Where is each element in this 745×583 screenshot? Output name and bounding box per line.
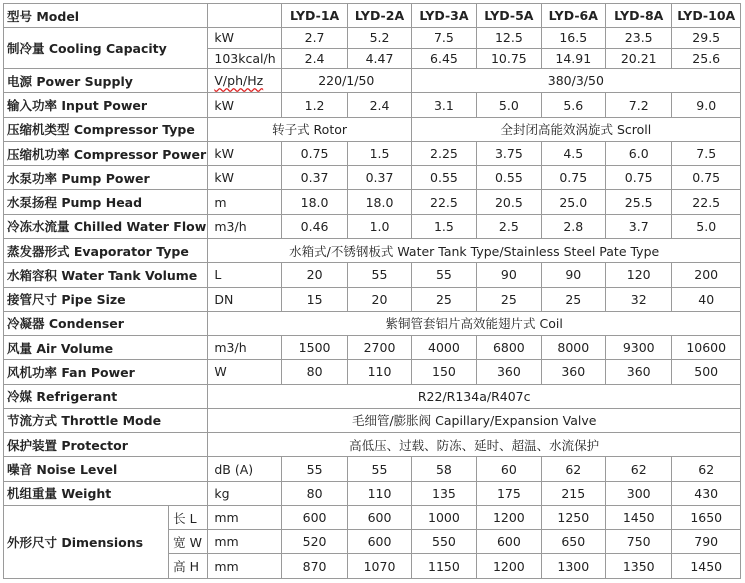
unit-cell: dB (A) — [208, 457, 281, 481]
value-cell: 水箱式/不锈钢板式 Water Tank Type/Stainless Steel Pate Type — [208, 239, 741, 263]
compressor-type-row — [4, 117, 741, 141]
weight-label: 机组重量 Weight — [4, 481, 208, 505]
value-cell: 25 — [477, 287, 541, 311]
value-cell: 16.5 — [541, 28, 605, 48]
model-name: LYD-2A — [348, 4, 411, 28]
compressor-power-label: 压缩机功率 Compressor Power — [4, 141, 208, 165]
value-cell: 8000 — [541, 336, 605, 360]
fan-power-row — [4, 360, 741, 384]
value-cell: 380/3/50 — [411, 69, 740, 93]
power-supply-label: 电源 Power Supply — [4, 69, 208, 93]
value-cell: 0.37 — [281, 166, 347, 190]
value-cell: 55 — [281, 457, 347, 481]
value-cell: 360 — [477, 360, 541, 384]
value-cell: 15 — [281, 287, 347, 311]
unit-cell: m — [208, 190, 281, 214]
value-cell: 7.5 — [411, 28, 476, 48]
value-cell: 175 — [477, 481, 541, 505]
value-cell: 55 — [348, 263, 411, 287]
value-cell: 0.75 — [672, 166, 741, 190]
value-cell: 150 — [411, 360, 476, 384]
input-power-row — [4, 93, 741, 117]
model-label: 型号 Model — [4, 4, 208, 28]
value-cell: 1200 — [477, 505, 541, 529]
value-cell: 0.75 — [606, 166, 672, 190]
value-cell: 550 — [411, 530, 476, 554]
value-cell: 1650 — [672, 505, 741, 529]
value-cell: 600 — [348, 530, 411, 554]
value-cell: 5.0 — [672, 214, 741, 238]
value-cell: 870 — [281, 554, 347, 579]
value-cell: 500 — [672, 360, 741, 384]
value-cell: 6800 — [477, 336, 541, 360]
power-supply-row — [4, 69, 741, 93]
value-cell: 1.0 — [348, 214, 411, 238]
value-cell: 5.0 — [477, 93, 541, 117]
model-name: LYD-5A — [477, 4, 541, 28]
value-cell: 600 — [477, 530, 541, 554]
value-cell: 1150 — [411, 554, 476, 579]
value-cell: 1500 — [281, 336, 347, 360]
unit-cell: DN — [208, 287, 281, 311]
weight-row — [4, 481, 741, 505]
condenser-row — [4, 311, 741, 335]
value-cell: 9.0 — [672, 93, 741, 117]
evaporator-type-row — [4, 239, 741, 263]
value-cell: 1.2 — [281, 93, 347, 117]
value-cell: 215 — [541, 481, 605, 505]
pipe-size-row — [4, 287, 741, 311]
value-cell: 62 — [541, 457, 605, 481]
value-cell: 650 — [541, 530, 605, 554]
value-cell: 5.6 — [541, 93, 605, 117]
value-cell: 20.21 — [606, 48, 672, 68]
dimensions-label: 外形尺寸 Dimensions — [4, 505, 169, 578]
value-cell: 0.46 — [281, 214, 347, 238]
unit-cell: m3/h — [208, 214, 281, 238]
value-cell: 5.2 — [348, 28, 411, 48]
dimension-sub-label: 高 H — [169, 554, 208, 579]
condenser-label: 冷凝器 Condenser — [4, 311, 208, 335]
value-cell: 520 — [281, 530, 347, 554]
value-cell: 360 — [541, 360, 605, 384]
value-cell: 1000 — [411, 505, 476, 529]
pump-power-row — [4, 166, 741, 190]
evaporator-type-label: 蒸发器形式 Evaporator Type — [4, 239, 208, 263]
unit-cell: W — [208, 360, 281, 384]
value-cell: 0.75 — [541, 166, 605, 190]
value-cell: 4000 — [411, 336, 476, 360]
throttle-mode-label: 节流方式 Throttle Mode — [4, 408, 208, 432]
value-cell: 110 — [348, 481, 411, 505]
value-cell: 12.5 — [477, 28, 541, 48]
value-cell: 40 — [672, 287, 741, 311]
value-cell: 1200 — [477, 554, 541, 579]
value-cell: 55 — [411, 263, 476, 287]
protector-label: 保护装置 Protector — [4, 433, 208, 457]
value-cell: 毛细管/膨胀阀 Capillary/Expansion Valve — [208, 408, 741, 432]
value-cell: 2.8 — [541, 214, 605, 238]
compressor-power-row — [4, 141, 741, 165]
value-cell: 高低压、过载、防冻、延时、超温、水流保护 — [208, 433, 741, 457]
value-cell: 200 — [672, 263, 741, 287]
value-cell: 全封闭高能效涡旋式 Scroll — [411, 117, 740, 141]
value-cell: 18.0 — [281, 190, 347, 214]
unit-header-empty — [208, 4, 281, 28]
value-cell: 600 — [281, 505, 347, 529]
value-cell: 10.75 — [477, 48, 541, 68]
fan-power-label: 风机功率 Fan Power — [4, 360, 208, 384]
value-cell: 7.5 — [672, 141, 741, 165]
value-cell: 300 — [606, 481, 672, 505]
value-cell: 750 — [606, 530, 672, 554]
unit-cell: mm — [208, 505, 281, 529]
unit-cell: 103kcal/h — [208, 48, 281, 68]
value-cell: 0.55 — [477, 166, 541, 190]
value-cell: 1.5 — [348, 141, 411, 165]
chilled-water-flow-row — [4, 214, 741, 238]
value-cell: 0.55 — [411, 166, 476, 190]
refrigerant-label: 冷媒 Refrigerant — [4, 384, 208, 408]
value-cell: 1300 — [541, 554, 605, 579]
value-cell: 2.7 — [281, 28, 347, 48]
value-cell: 80 — [281, 360, 347, 384]
value-cell: 22.5 — [672, 190, 741, 214]
value-cell: 紫铜管套铝片高效能翅片式 Coil — [208, 311, 741, 335]
value-cell: 60 — [477, 457, 541, 481]
value-cell: 32 — [606, 287, 672, 311]
value-cell: 55 — [348, 457, 411, 481]
value-cell: 25.0 — [541, 190, 605, 214]
value-cell: 3.7 — [606, 214, 672, 238]
cooling-capacity-row — [4, 28, 741, 48]
value-cell: 1350 — [606, 554, 672, 579]
value-cell: 4.5 — [541, 141, 605, 165]
value-cell: 2.5 — [477, 214, 541, 238]
value-cell: 23.5 — [606, 28, 672, 48]
air-volume-label: 风量 Air Volume — [4, 336, 208, 360]
value-cell: 220/1/50 — [281, 69, 411, 93]
value-cell: 1450 — [606, 505, 672, 529]
unit-cell: L — [208, 263, 281, 287]
protector-row — [4, 433, 741, 457]
value-cell: 62 — [606, 457, 672, 481]
unit-cell — [208, 69, 281, 93]
value-cell: 14.91 — [541, 48, 605, 68]
value-cell: 3.75 — [477, 141, 541, 165]
unit-cell: kW — [208, 28, 281, 48]
value-cell: 22.5 — [411, 190, 476, 214]
value-cell: 135 — [411, 481, 476, 505]
unit-cell: mm — [208, 530, 281, 554]
value-cell: 58 — [411, 457, 476, 481]
model-name: LYD-8A — [606, 4, 672, 28]
input-power-label: 输入功率 Input Power — [4, 93, 208, 117]
value-cell: 360 — [606, 360, 672, 384]
spec-table — [3, 3, 741, 579]
model-name: LYD-3A — [411, 4, 476, 28]
water-tank-volume-label: 水箱容积 Water Tank Volume — [4, 263, 208, 287]
value-cell: 25.6 — [672, 48, 741, 68]
value-cell: 430 — [672, 481, 741, 505]
value-cell: 转子式 Rotor — [208, 117, 411, 141]
pump-power-label: 水泵功率 Pump Power — [4, 166, 208, 190]
dimension-sub-label: 宽 W — [169, 530, 208, 554]
value-cell: 6.45 — [411, 48, 476, 68]
value-cell: R22/R134a/R407c — [208, 384, 741, 408]
header-row — [4, 4, 741, 28]
value-cell: 110 — [348, 360, 411, 384]
dimension-sub-label: 长 L — [169, 505, 208, 529]
value-cell: 1070 — [348, 554, 411, 579]
model-name: LYD-6A — [541, 4, 605, 28]
unit-cell: kW — [208, 93, 281, 117]
value-cell: 1.5 — [411, 214, 476, 238]
value-cell: 2.4 — [348, 93, 411, 117]
value-cell: 3.1 — [411, 93, 476, 117]
unit-cell: kg — [208, 481, 281, 505]
unit-cell: m3/h — [208, 336, 281, 360]
value-cell: 20 — [281, 263, 347, 287]
value-cell: 20.5 — [477, 190, 541, 214]
air-volume-row — [4, 336, 741, 360]
pump-head-label: 水泵扬程 Pump Head — [4, 190, 208, 214]
value-cell: 10600 — [672, 336, 741, 360]
unit-cell: mm — [208, 554, 281, 579]
refrigerant-row — [4, 384, 741, 408]
value-cell: 29.5 — [672, 28, 741, 48]
value-cell: 790 — [672, 530, 741, 554]
value-cell: 62 — [672, 457, 741, 481]
value-cell: 6.0 — [606, 141, 672, 165]
value-cell: 4.47 — [348, 48, 411, 68]
pipe-size-label: 接管尺寸 Pipe Size — [4, 287, 208, 311]
compressor-type-label: 压缩机类型 Compressor Type — [4, 117, 208, 141]
value-cell: 120 — [606, 263, 672, 287]
value-cell: 20 — [348, 287, 411, 311]
value-cell: 2.25 — [411, 141, 476, 165]
value-cell: 0.37 — [348, 166, 411, 190]
cooling-capacity-label: 制冷量 Cooling Capacity — [4, 28, 208, 69]
value-cell: 1450 — [672, 554, 741, 579]
noise-level-label: 噪音 Noise Level — [4, 457, 208, 481]
unit-cell: kW — [208, 141, 281, 165]
model-name: LYD-10A — [672, 4, 741, 28]
water-tank-volume-row — [4, 263, 741, 287]
value-cell: 25.5 — [606, 190, 672, 214]
power-supply-unit: V/ph/Hz — [214, 73, 264, 89]
value-cell: 25 — [541, 287, 605, 311]
value-cell: 0.75 — [281, 141, 347, 165]
pump-head-row — [4, 190, 741, 214]
unit-cell: kW — [208, 166, 281, 190]
value-cell: 2.4 — [281, 48, 347, 68]
value-cell: 1250 — [541, 505, 605, 529]
model-name: LYD-1A — [281, 4, 347, 28]
value-cell: 600 — [348, 505, 411, 529]
value-cell: 25 — [411, 287, 476, 311]
value-cell: 90 — [541, 263, 605, 287]
value-cell: 7.2 — [606, 93, 672, 117]
value-cell: 2700 — [348, 336, 411, 360]
noise-level-row — [4, 457, 741, 481]
throttle-mode-row — [4, 408, 741, 432]
chilled-water-flow-label: 冷冻水流量 Chilled Water Flow — [4, 214, 208, 238]
value-cell: 80 — [281, 481, 347, 505]
value-cell: 90 — [477, 263, 541, 287]
value-cell: 18.0 — [348, 190, 411, 214]
value-cell: 9300 — [606, 336, 672, 360]
dimensions-row — [4, 505, 741, 529]
